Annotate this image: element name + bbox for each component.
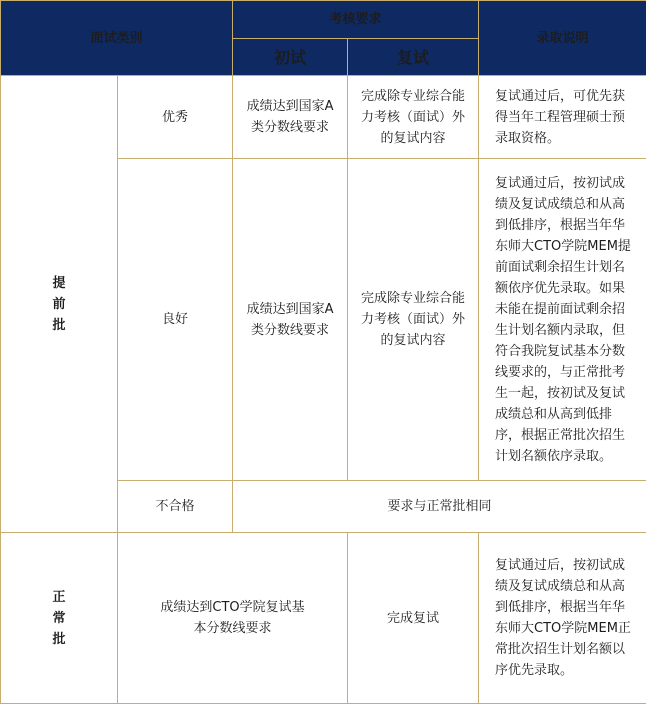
header-retest: 复试: [348, 39, 479, 76]
grade-good: 良好: [118, 159, 233, 481]
retest-requirement-good: 完成除专业综合能力考核（面试）外的复试内容: [348, 159, 479, 481]
header-row-top: [1, 1, 646, 39]
table-row-excellent: [1, 76, 646, 159]
header-requirements: 考核要求: [233, 1, 479, 39]
admission-note-good: 复试通过后，按初试成绩及复试成绩总和从高到低排序，根据当年华东师大CTO学院MEM提前面试剩余招生计划名额依序优先录取。如果未能在提前面试剩余招生计划名额内录取，但符合我院复试基本分数线要求的，与正常批考生一起，按初试及复试成绩总和从高到低排序，根据正常批次招生计划名额依序录取。: [479, 159, 646, 481]
grade-excellent: 优秀: [118, 76, 233, 159]
admission-note-excellent: 复试通过后，可优先获得当年工程管理硕士预录取资格。: [479, 76, 646, 159]
retest-requirement-excellent: 完成除专业综合能力考核（面试）外的复试内容: [348, 76, 479, 159]
table-row-normal: [1, 533, 646, 704]
normal-batch-label: 正 常 批: [1, 533, 118, 704]
early-batch-label: 提 前 批: [1, 76, 118, 533]
initial-requirement-good: 成绩达到国家A类分数线要求: [233, 159, 348, 481]
normal-admission-note: 复试通过后，按初试成绩及复试成绩总和从高到低排序，根据当年华东师大CTO学院MEM正常批次招生计划名额以序优先录取。: [479, 533, 646, 704]
header-admission: 录取说明: [479, 1, 646, 76]
header-category: 面试类别: [1, 1, 233, 76]
normal-initial-requirement: 成绩达到CTO学院复试基本分数线要求: [118, 533, 348, 704]
header-initial: 初试: [233, 39, 348, 76]
normal-retest-requirement: 完成复试: [348, 533, 479, 704]
initial-requirement-excellent: 成绩达到国家A类分数线要求: [233, 76, 348, 159]
grade-fail: 不合格: [118, 481, 233, 533]
fail-merged-note: 要求与正常批相同: [233, 481, 646, 533]
